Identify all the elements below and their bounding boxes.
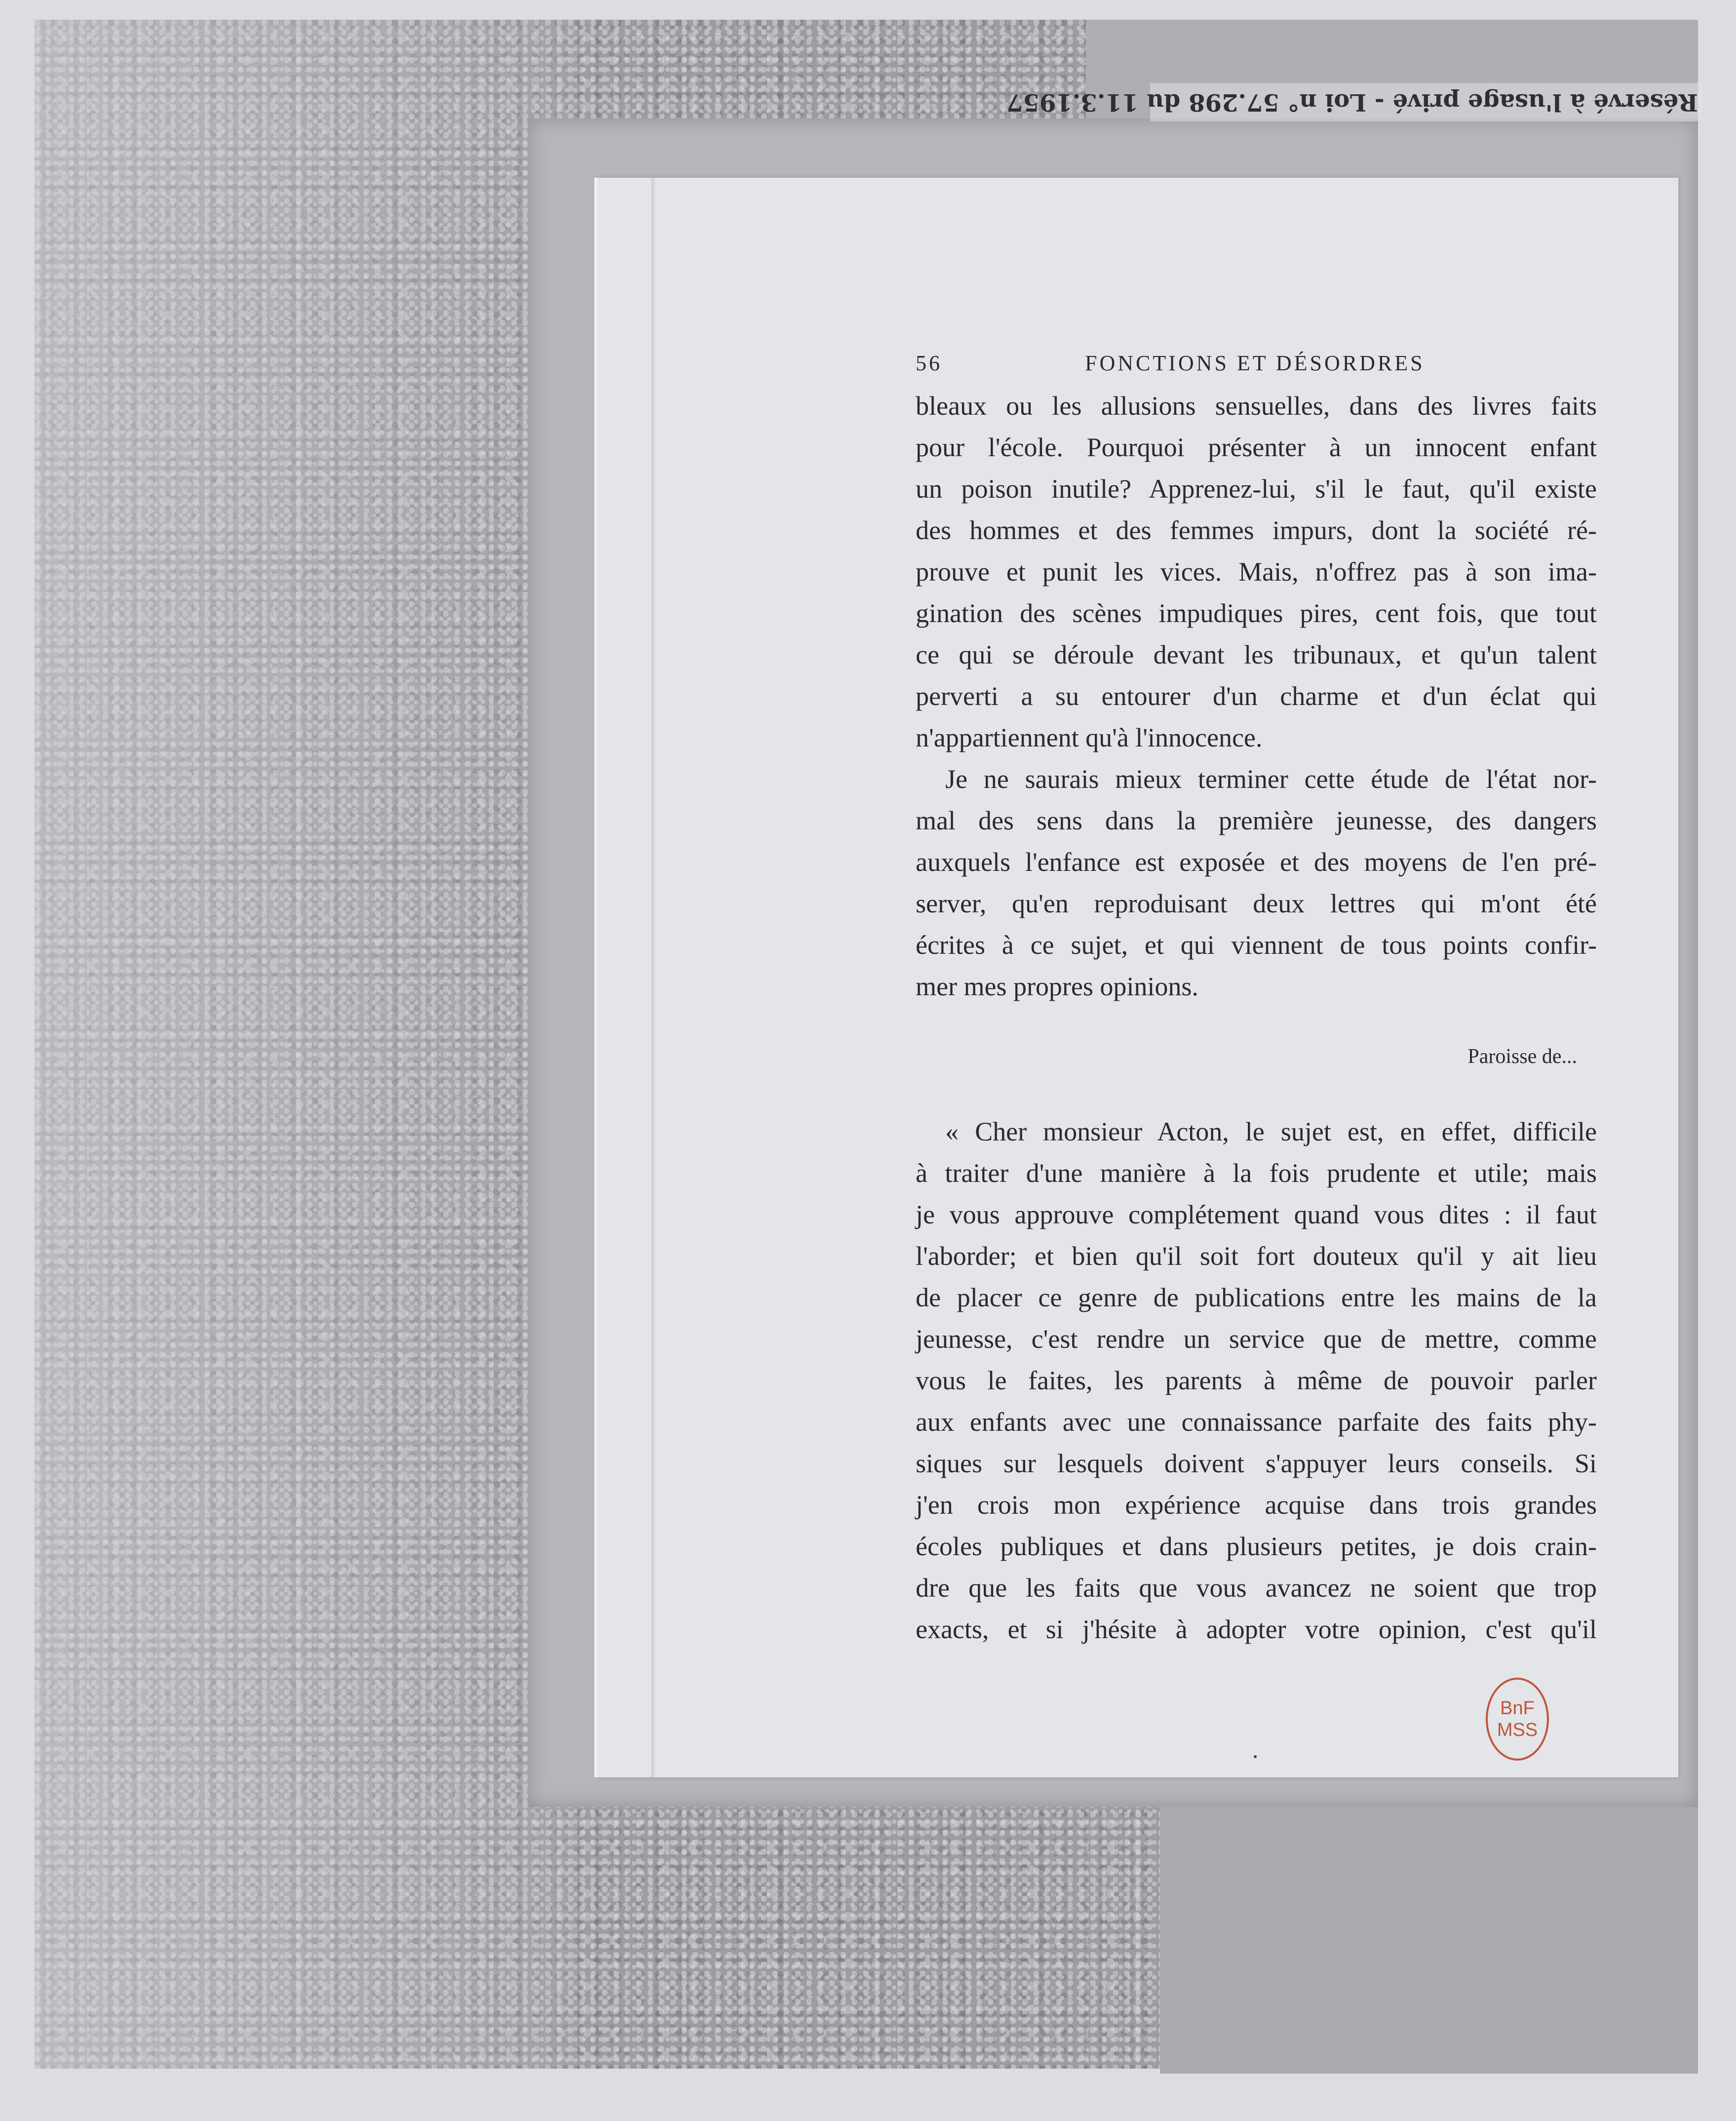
text-line: écrites à ce sujet, et qui viennent de tous points confir- <box>916 930 1597 960</box>
text-line: à traiter d'une manière à la fois prudente et utile; mais <box>916 1158 1597 1188</box>
text-line: ce qui se déroule devant les tribunaux, et qu'un talent <box>916 640 1597 669</box>
text-line: jeunesse, c'est rendre un service que de mettre, comme <box>916 1324 1597 1354</box>
paragraph-1 <box>916 385 1597 758</box>
text-line: j'en crois mon expérience acquise dans trois grandes <box>916 1490 1597 1520</box>
text-line: je vous approuve complétement quand vous dites : il faut <box>916 1200 1597 1229</box>
letter-dateline: Paroisse de... <box>1467 1045 1577 1068</box>
text-line: pour l'école. Pourquoi présenter à un innocent enfant <box>916 432 1597 462</box>
text-line: écoles publiques et dans plusieurs petites, je dois crain- <box>916 1532 1597 1561</box>
running-head-title: FONCTIONS ET DÉSORDRES <box>1085 351 1425 375</box>
paragraph-2 <box>916 758 1597 1007</box>
text-line: exacts, et si j'hésite à adopter votre opinion, c'est qu'il <box>916 1614 1597 1644</box>
stamp-line-1: BnF <box>1500 1698 1535 1719</box>
stamp-line-2: MSS <box>1497 1720 1538 1740</box>
text-line: siques sur lesquels doivent s'appuyer leurs conseils. Si <box>916 1449 1597 1478</box>
text-line: des hommes et des femmes impurs, dont la société ré- <box>916 515 1597 545</box>
text-line: dre que les faits que vous avancez ne soient que trop <box>916 1573 1597 1603</box>
page-number: 56 <box>916 351 942 375</box>
text-line: prouve et punit les vices. Mais, n'offrez pas à son ima- <box>916 557 1597 587</box>
text-line: un poison inutile? Apprenez-lui, s'il le faut, qu'il existe <box>916 474 1597 504</box>
page-gutter-edge <box>652 178 656 1777</box>
backing-board-shading <box>35 20 578 2069</box>
text-line: mal des sens dans la première jeunesse, des dangers <box>916 806 1597 835</box>
letter-text <box>916 1111 1597 1650</box>
mount-strip-bottom <box>1160 1797 1698 2074</box>
text-line: aux enfants avec une connaissance parfaite des faits phy- <box>916 1407 1597 1437</box>
text-line: « Cher monsieur Acton, le sujet est, en effet, difficile <box>945 1117 1597 1146</box>
text-line: perverti a su entourer d'un charme et d'un éclat qui <box>916 681 1597 711</box>
text-line: mer mes propres opinions. <box>916 972 1198 1001</box>
text-line: gination des scènes impudiques pires, cent fois, que tout <box>916 598 1597 628</box>
text-line: de placer ce genre de publications entre les mains de la <box>916 1283 1597 1312</box>
text-line: auxquels l'enfance est exposée et des moyens de l'en pré- <box>916 847 1597 877</box>
text-line: bleaux ou les allusions sensuelles, dans des livres faits <box>916 391 1597 421</box>
text-line: n'appartiennent qu'à l'innocence. <box>916 723 1263 752</box>
running-head <box>916 351 1597 385</box>
text-line: Je ne saurais mieux terminer cette étude de l'état nor- <box>945 764 1597 794</box>
ink-speck <box>1254 1755 1257 1758</box>
text-line: server, qu'en reproduisant deux lettres qui m'ont été <box>916 889 1597 918</box>
library-stamp <box>1486 1678 1549 1761</box>
restriction-notice: Réservé à l'usage privé - Loi n° 57.298 du 11.3.1957 <box>1150 83 1703 121</box>
text-line: l'aborder; et bien qu'il soit fort douteux qu'il y ait lieu <box>916 1241 1597 1271</box>
page-text <box>916 351 1597 1650</box>
text-line: vous le faites, les parents à même de pouvoir parler <box>916 1366 1597 1395</box>
